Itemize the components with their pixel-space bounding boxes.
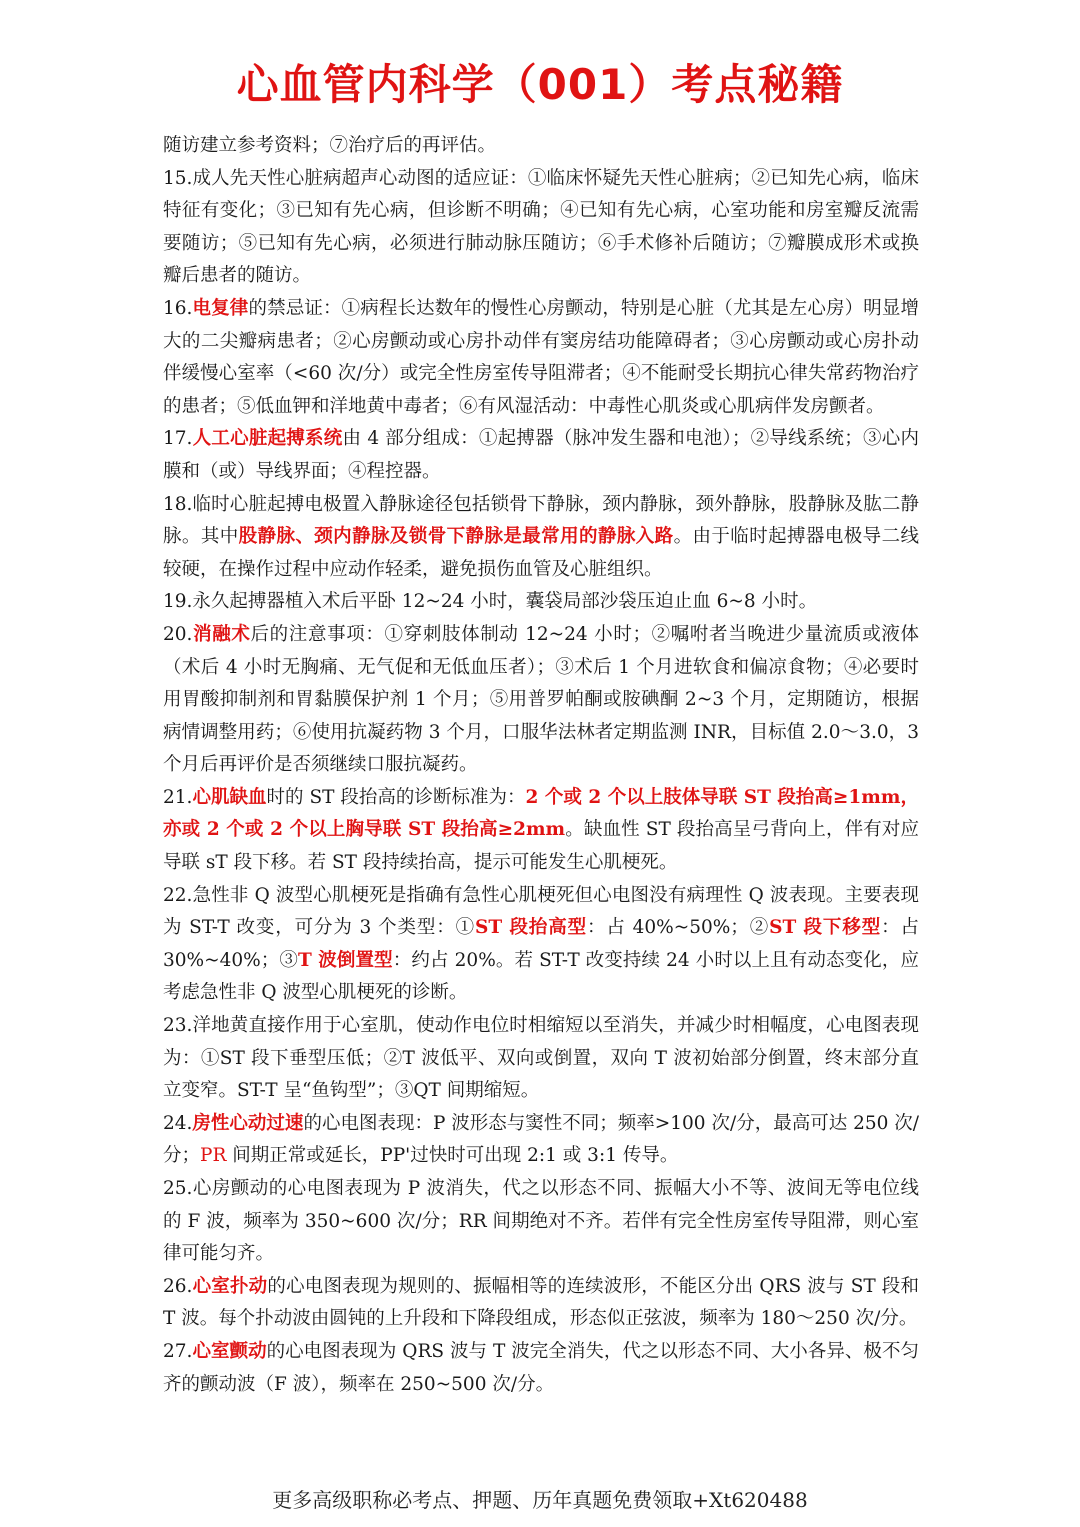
term-cardioversion: 电复律 [192, 297, 249, 319]
paragraph-14-tail: 随访建立参考资料；⑦治疗后的再评估。 [163, 135, 497, 156]
term-atrial-tachycardia: 房性心动过速 [192, 1112, 304, 1134]
paragraph-25: 25.心房颤动的心电图表现为 P 波消失，代之以形态不同、振幅大小不等、波间无等电位线的 F 波，频率为 350~600 次/分；RR 间期绝对不齐。若伴有完全性房室传导阻滞，则心室律可能匀齐。 [163, 1178, 919, 1265]
term-st-depression-type: ST 段下移型 [769, 917, 882, 939]
paragraph-23: 23.洋地黄直接作用于心室肌，使动作电位时相缩短以至消失，并减少时相幅度，心电图表现为：①ST 段下垂型压低；②T 波低平、双向或倒置，双向 T 波初始部分倒置，终末部分直立变窄。ST-T 呈“鱼钩型”；③QT 间期缩短。 [163, 1015, 919, 1102]
highlight-st-criteria: 2 个或 2 个以上肢体导联 ST 段抬高≥1mm，亦或 2 个或 2 个以上胸导联 ST 段抬高≥2mm [163, 786, 919, 841]
term-myocardial-ischemia: 心肌缺血 [192, 786, 267, 808]
term-t-inversion-type: T 波倒置型 [297, 949, 393, 971]
paragraph-27: 27.心室颤动的心电图表现为 QRS 波与 T 波完全消失，代之以形态不同、大小各异、极不匀齐的颤动波（F 波），频率在 250~500 次/分。 [163, 1340, 919, 1395]
paragraph-22: 22.急性非 Q 波型心肌梗死是指确有急性心肌梗死但心电图没有病理性 Q 波表现。主要表现为 ST-T 改变，可分为 3 个类型：①ST 段抬高型：占 40%~50%；②ST 段下移型：占 30%~40%；③T 波倒置型：约占 20%。若 ST-T 改变持续 24 小时以上且有动态变化，应考虑急性非 Q 波型心肌梗死的诊断。 [163, 884, 919, 1004]
term-ablation: 消融术 [192, 623, 251, 645]
paragraph-19: 19.永久起搏器植入术后平卧 12~24 小时，囊袋局部沙袋压迫止血 6~8 小时。 [163, 591, 818, 613]
paragraph-24: 24.房性心动过速的心电图表现：P 波形态与窦性不同；频率>100 次/分，最高可达 250 次/分；PR 间期正常或延长，PP'过快时可出现 2:1 或 3:1 传导。 [163, 1112, 919, 1167]
paragraph-26: 26.心室扑动的心电图表现为规则的、振幅相等的连续波形，不能区分出 QRS 波与 ST 段和 T 波。每个扑动波由圆钝的上升段和下降段组成，形态似正弦波，频率为 180～250 次/分。 [163, 1275, 919, 1330]
paragraph-17: 17.人工心脏起搏系统由 4 部分组成：①起搏器（脉冲发生器和电池）；②导线系统；③心内膜和（或）导线界面；④程控器。 [163, 428, 919, 482]
paragraph-20: 20.消融术后的注意事项：①穿刺肢体制动 12~24 小时；②嘱咐者当晚进少量流质或液体（术后 4 小时无胸痛、无气促和无低血压者）；③术后 1 个月进软食和偏凉食物；④必要时用胃酸抑制剂和胃黏膜保护剂 1 个月；⑤用普罗帕酮或胺碘酮 2~3 个月，定期随访，根据病情调整用药；⑥使用抗凝药物 3 个月，口服华法林者定期监测 INR，目标值 2.0～3.0，3 个月后再评价是否须继续口服抗凝药。 [163, 623, 919, 776]
term-pacing-system: 人工心脏起搏系统 [192, 428, 343, 450]
paragraph-15: 15.成人先天性心脏病超声心动图的适应证：①临床怀疑先天性心脏病；②已知先心病，临床特征有变化；③已知有先心病，但诊断不明确；④已知有先心病，心室功能和房室瓣反流需要随访；⑤已知有先心病，必须进行肺动脉压随访；⑥手术修补后随访；⑦瓣膜成形术或换瓣后患者的随访。 [163, 167, 919, 287]
paragraph-21: 21.心肌缺血时的 ST 段抬高的诊断标准为：2 个或 2 个以上肢体导联 ST 段抬高≥1mm，亦或 2 个或 2 个以上胸导联 ST 段抬高≥2mm。缺血性 ST 段抬高呈弓背向上，伴有对应导联 sT 段下移。若 ST 段持续抬高，提示可能发生心肌梗死。 [163, 786, 920, 874]
page-title: 心血管内科学（001）考点秘籍 [236, 60, 844, 109]
highlight-venous-access: 股静脉、颈内静脉及锁骨下静脉是最常用的静脉入路 [238, 526, 674, 548]
term-ventricular-flutter: 心室扑动 [192, 1275, 268, 1297]
term-ventricular-fibrillation: 心室颤动 [192, 1340, 267, 1362]
document-body [163, 130, 919, 1401]
paragraph-18: 18.临时心脏起搏电极置入静脉途径包括锁骨下静脉，颈内静脉，颈外静脉，股静脉及肱二静脉。其中股静脉、颈内静脉及锁骨下静脉是最常用的静脉入路。由于临时起搏器电极导二线较硬，在操作过程中应动作轻柔，避免损伤血管及心脏组织。 [163, 493, 919, 580]
term-st-elevation-type: ST 段抬高型 [475, 917, 588, 939]
term-pr: PR [200, 1145, 227, 1167]
footer-promo: 更多高级职称必考点、押题、历年真题免费领取+Xt620488 [272, 1488, 808, 1512]
paragraph-16: 16.电复律的禁忌证：①病程长达数年的慢性心房颤动，特别是心脏（尤其是左心房）明显增大的二尖瓣病患者；②心房颤动或心房扑动伴有窦房结功能障碍者；③心房颤动或心房扑动伴缓慢心室率（<60 次/分）或完全性房室传导阻滞者；④不能耐受长期抗心律失常药物治疗的患者；⑤低血钾和洋地黄中毒者；⑥有风湿活动：中毒性心肌炎或心肌病伴发房颤者。 [163, 297, 919, 417]
